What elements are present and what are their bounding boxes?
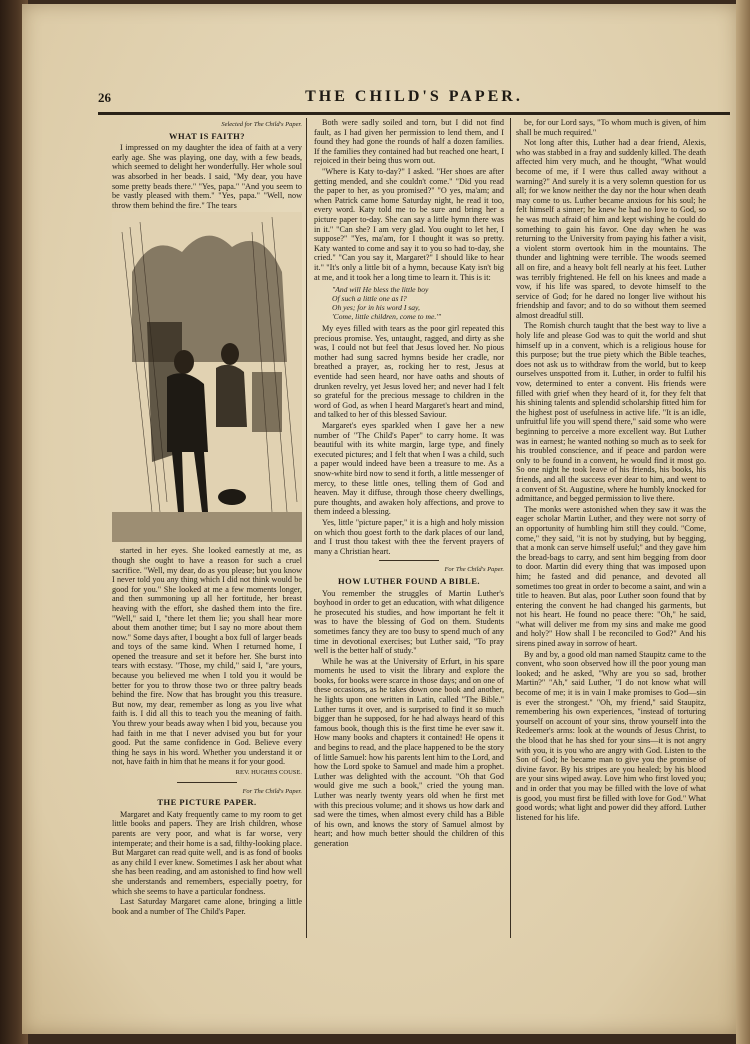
paragraph: Both were sadly soiled and torn, but I did not find fault, as I had given her permission to lend them, and I found they had gone the rounds of half a dozen families. If the families they contained had but reached one heart, I rejoiced in their being thus worn out. [314, 118, 504, 166]
paragraph: Not long after this, Luther had a dear friend, Alexis, who was stabbed in a fray and suddenly killed. The death affected him very much, and he thought, "What would become of me, if I were thus called away without a warning?" And surely it is a very solemn question for us all; for we know neither the day nor the hour when death may come to us. Luther became anxious for his soul; he felt himself a sinner; he knew he had no love to God, so he was much afraid of him and kept wishing he could do something to gain his favor. One day when he was returning to the University from paying his father a visit, a violent storm overtook him in the mountains. The thunder and lightning were terrible. The woods seemed all on fire, and a heavy bolt fell nearly at his feet. Luther was terribly frightened. He fell on his knees and made a vow, if his life was spared, to devote himself to the service of God; for he dared no longer live without his friendship and favor; and to do so without them seemed almost dreadful still. [516, 138, 706, 320]
page-header [98, 86, 730, 110]
verse-line: Oh yes; for in his word I say, [332, 303, 420, 313]
header-rule-thin [98, 114, 730, 115]
signature: REV. HUGHES COUSE. [235, 769, 302, 776]
column-2 [314, 118, 504, 938]
paragraph: Last Saturday Margaret came alone, bringing a little book and a number of The Child's Paper. [112, 897, 302, 916]
paragraph: The Romish church taught that the best way to live a holy life and please God was to quit the world and shut himself up in a convent, which is a religious house for this purpose; but the true piety which the Bible teaches, does not ask us to withdraw from the world, but to keep ourselves unspotted from it. Luther, in order to fulfil his vow, determined to enter a convent. His friends were filled with grief when they heard of it, for they felt that his shining talents and splendid scholarship fitted him for the highest post of usefulness in active life. "It is an idle, unfruitful life you will spend there," said some who were beginning to perceive a more excellent way. But Luther was in earnest; he wanted nothing so much as to seek for his troubled conscience, and if peace and pardon were only to be found in a convent, he would find it most go. So one night he took leave of his friends, his books, his friends, and all the success ever dear to him, and went to a convent of St. Augustine, where he humbly knocked for admittance, and begged permission to live there. [516, 321, 706, 504]
section-divider [379, 560, 439, 561]
paragraph: be, for our Lord says, "To whom much is given, of him shall be much required." [516, 118, 706, 137]
verse-line: "And will He bless the little boy [332, 285, 429, 295]
paragraph: My eyes filled with tears as the poor girl repeated this precious promise. Yes, untaught, ragged, and dirty as she was, I could not but feel that Jesus loved her. No pious mother had sung sacred hymns beside her cradle, nor breathed a prayer, as, rocking her to rest, Jesus at eventide had seen heard, nor have oaths and shouts of drunken revelry, yet Jesus loved her; and never had I felt so grateful for the precious message to children in the word of God, as when I heard Margaret's heart and mind, and talked to her of this blessed Saviour. [314, 324, 504, 420]
paragraph: You remember the struggles of Martin Luther's boyhood in order to get an education, with what diligence he prosecuted his studies, and how important he felt it was to have the blessing of God on them. Students sometimes fancy they are too busy to spend much of any time in devotional exercises; but Luther said, "To pray well is the better half of study." [314, 588, 504, 656]
column-1 [112, 118, 302, 938]
paragraph: "Where is Katy to-day?" I asked. "Her shoes are after getting mended, and she couldn't come." "Did you read the paper to her, as you promised?" "O yes, ma'am; and when Patrick came home Saturday night, he read it too, every word. Katy told me to be sure and bring her a picture paper to-day. She can say a little hymn there was in it." "Can she? I am very glad. You ought to let her, I suppose?" "Yes, ma'am, for I thought it was so pretty. Katy wanted to come and say it to you so had to-day, she cried." "Can you say it, Margaret?" I should like to hear it." "It's only a little bit of a hymn, because Katy isn't big at me, and it took her a long time to learn it. This is it: [314, 166, 504, 282]
credit-line: For The Child's Paper. [444, 566, 504, 574]
verse-line: Of such a little one as I? [332, 294, 407, 304]
paragraph: Margaret's eyes sparkled when I gave her a new number of "The Child's Paper" to carry home. It was beautiful with its white margin, large type, and finely executed pictures; and I felt that when I was a child, such a paper would indeed have been a treasure to me. As a snow-white bird now to send it forth, a little messenger of mercy, to these little ones, telling them of God and heaven. May it diffuse, through those cheery dwellings, pure thoughts, and awaken holy affections, and prove to them indeed a blessing. [314, 421, 504, 517]
page-edge [736, 0, 750, 1044]
column-divider-2 [510, 118, 511, 938]
credit-line: Selected for The Child's Paper. [221, 121, 302, 128]
paragraph: Margaret and Katy frequently came to my room to get little books and papers. They are Irish children, whose parents are very poor, and what is far worse, very intemperate; and their home is a sad, filthy-looking place. But Margaret can read quite well, and is as fond of books as any child I ever knew. Sometimes I ask her about what she has been reading, and am astonished to find how well she understands and remembers, especially poetry, for which she seems to have a particular fondness. [112, 809, 302, 896]
credit-line: For The Child's Paper. [242, 787, 302, 795]
paragraph: The monks were astonished when they saw it was the eager scholar Martin Luther, and they were not sorry of an opportunity of humbling him still they could. "Come, come," they said, "it is not by studying, but by begging, that a monk can serve himself useful;" and they gave him the bread-bags to carry, and sent him begging from door to door. Martin did every thing that was imposed upon him; he fasted and did penance, and devoted all sometimes too great in order to become a saint, and win a title to heaven. But alas, poor Luther soon found that by entering the convent he had changed his garments, but not his heart. He found no peace there: "Oh," he said, "what will deliver me from my sins and make me good and holy?" How shall I be reconciled to God?" And his sirens pined away in sorrow of heart. [516, 504, 706, 649]
hymn-verse [314, 285, 504, 321]
paragraph: I impressed on my daughter the idea of faith at a very early age. She was playing, one day, with a few beads, which seemed to delight her wonderfully. Her whole soul was absorbed in her beads. I said, "My dear, you have some pretty beads there." "Yes, papa." "And you seem to be vastly pleased with them." "Yes, papa." "Well, now throw them behind the fire." The tears [112, 143, 302, 210]
article-heading: HOW LUTHER FOUND A BIBLE. [338, 575, 480, 586]
paragraph: Yes, little "picture paper," it is a high and holy mission on which thou goest forth to the dark places of our land, and I trust thou takest with thee the fervent prayers of many a Christian heart. [314, 517, 504, 556]
section-divider [177, 782, 237, 783]
page-number: 26 [98, 90, 111, 105]
paragraph: While he was at the University of Erfurt, in his spare moments he used to visit the library and explore the books, for books were scarce in those days; and on one of these occasions, as he takes down one book and another, he lights upon one written in Latin, called "The Bible." Luther turns it over, and is surprised to find it so much bigger than he supposed, for he had always heard of this famous book, though this is the first time he ever saw it. How many books and chapters it contained! He opens it and begins to read, and the place happened to be the story of little Samuel: how his parents lent him to the Lord, and how the Lord spoke to Samuel and made him a prophet. Luther was delighted with the account. "Oh that God would give me such a book," cried the young man. Luther was nearly twenty years old when he first met with this precious volume; and it shows us how dark and sad were the times, when almost every child has a Bible of his own, and knows the story of Samuel almost by heart; and how much better should the children of this generation [314, 656, 504, 848]
paragraph: By and by, a good old man named Staupitz came to the convent, who soon observed how ill the poor young man looked; and he asked, "Why are you so sad, brother Martin?" "Ah," said Luther, "I do not know what will become of me; it is in vain I make promises to God—sin is ever the strongest." "Oh, my friend," said Staupitz, remembering his own experiences, "instead of torturing yourself on account of your sins, throw yourself into the Redeemer's arms: look at the wounds of Jesus Christ, to the blood that he has shed for your sins—it is not angry with you, it is you who are angry with God. Listen to the Son of God; he became man to give you the promise of divine favor. By his stripes are you healed; by his blood are your sins wiped away. Love him who first loved you; and in order that you may be filled with the love of what is good, you must first be filled with love for God." What good words; what light and power did they afford. Luther listened for his life. [516, 649, 706, 822]
column-divider-1 [306, 118, 307, 938]
column-3 [516, 118, 706, 938]
article-heading: WHAT IS FAITH? [169, 130, 245, 141]
page-title: THE CHILD'S PAPER. [305, 88, 523, 105]
paragraph: started in her eyes. She looked earnestly at me, as though she ought to have a reason for such a cruel sacrifice. "Well, my dear, do as you please; but you know I never told you any thing which I did not think would be good for you." She looked at me a few moments longer, and then summoning up all her fortitude, her breast heaving with the effort, she dashed them into the fire. "Well," said I, "there let them lie; you shall hear more about them another time; but I say no more about them now." Some days after, I bought a box full of larger beads and toys of the same kind. When I returned home, I opened the treasure and set it before her. She burst into tears with ecstasy. "Those, my child," said I, "are yours, because you believed me when I told you it would be better for you to throw those two or three paltry beads behind the fire. Now that has brought you this treasure. But now, my dear, remember as long as you live what faith is. I did all this to teach you the meaning of faith. You threw your beads away when I bid you, because you had faith in me that I never advised you but for your good. Put the same confidence in God. Believe every thing he says in his word. Whether you understand it or not, have faith in him that he means it for your good. [112, 546, 302, 767]
verse-line: 'Come, little children, come to me.'" [332, 312, 442, 322]
article-heading: THE PICTURE PAPER. [157, 797, 257, 808]
engraving-illustration [112, 212, 302, 542]
